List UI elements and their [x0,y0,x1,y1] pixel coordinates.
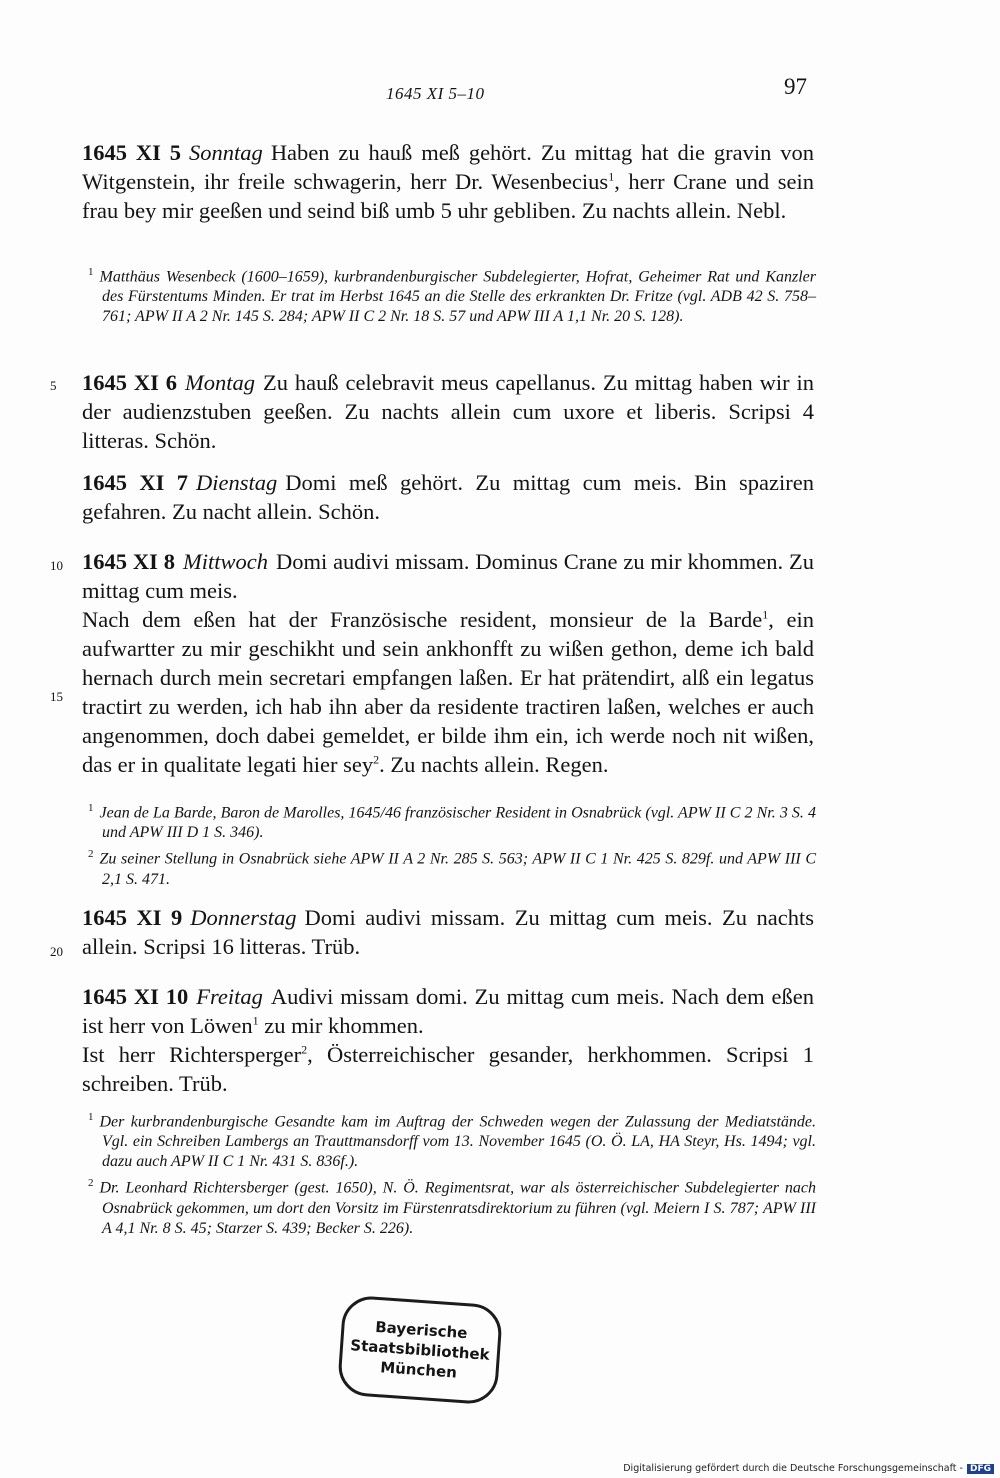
diary-entry-xi-5 [82,138,814,225]
entry-text: Nach dem eßen hat der Französische resident, monsieur de la Barde [82,607,763,632]
entry-weekday: Montag [185,370,255,395]
line-number: 20 [50,944,63,959]
footnote: $^1$ Jean de La Barde, Baron de Marolles, 1645/46 französischer Resident in Osnabrück (vgl. APW II C 2 Nr. 3 S. 4 und APW III D 1 S. 346). [88,802,816,842]
footnote-ref: 1 [608,169,615,184]
entry-text: Haben zu hauß meß gehört. Zu mittag hat die gravin von Witgenstein, ihr freile schwagerin, herr Dr. Wesenbecius [82,140,814,194]
entry-date: 1645 XI 6 [82,370,177,395]
entry-text: . Zu nachts allein. Regen. [379,752,609,777]
entry-date: 1645 XI 8 [82,549,175,574]
entry-text: zu mir khommen. [258,1013,424,1038]
library-stamp [337,1295,504,1406]
entry-text: Domi audivi missam. Zu mittag cum meis. Zu nachts allein. Scripsi 16 litteras. Trüb. [82,905,814,959]
entry-weekday: Donnerstag [190,905,297,930]
footnote-ref: 1 [252,1013,259,1028]
page-number: 97 [784,74,807,99]
entry-text: , herr Crane und sein frau bey mir geeßen und seind biß umb 5 uhr gebliben. Zu nachts allein. Nebl. [82,169,814,223]
footnote: $^2$ Zu seiner Stellung in Osnabrück siehe APW II A 2 Nr. 285 S. 563; APW II C 1 Nr. 425 S. 829f. und APW III C 2,1 S. 471. [88,848,816,888]
line-number: 5 [50,378,57,393]
footer-text: Digitalisierung gefördert durch die Deutsche Forschungsgemeinschaft - [623,1463,963,1474]
line-number: 15 [50,689,63,704]
entry-weekday: Freitag [196,984,263,1009]
diary-entry-xi-10 [82,982,814,1098]
entry-text: Ist herr Richtersperger [82,1042,302,1067]
entry-text: , ein aufwartter zu mir geschikht und sein ankhonfft zu wißen gethon, deme ich bald hernach durch mein secretari empfangen laßen. Er hat prätendirt, alß ein legatus tractirt zu werden, ich hab ihn aber da residente tractiren laßen, welches er auch angenommen, doch dabei gemeldet, er bilde ihm ein, ich werde noch nit wißen, das er in qualitate legati hier sey [82,607,814,777]
stamp-line: Bayerische [374,1317,469,1343]
footnote-ref: 2 [301,1042,308,1057]
entry-date: 1645 XI 9 [82,905,183,930]
diary-entry-xi-8 [82,547,814,779]
entry-date: 1645 XI 5 [82,140,182,165]
footnote: $^1$ Der kurbrandenburgische Gesandte kam im Auftrag der Schweden wegen der Zulassung der Mediatstände. Vgl. ein Schreiben Lambergs an Trauttmansdorff vom 13. November 1645 (O. Ö. LA, HA Steyr, Hs. 1494; vgl. dazu auch APW II C 1 Nr. 431 S. 836f.). [88,1111,816,1171]
footnote: $^1$ Matthäus Wesenbeck (1600–1659), kurbrandenburgischer Subdelegierter, Hofrat, Geheimer Rat und Kanzler des Fürstentums Minden. Er trat im Herbst 1645 an die Stelle des erkrankten Dr. Fritze (vgl. ADB 42 S. 758–761; APW II A 2 Nr. 145 S. 284; APW II C 2 Nr. 18 S. 57 und APW III A 1,1 Nr. 20 S. 128). [88,266,816,326]
dfg-logo: DFG [967,1464,994,1474]
line-number: 10 [50,558,63,573]
stamp-line: Staatsbibliothek [349,1336,491,1364]
footnote-ref: 1 [762,607,769,622]
footnotes-xi-5 [88,262,816,328]
entry-text: Domi meß gehört. Zu mittag cum meis. Bin spaziren gefahren. Zu nacht allein. Schön. [82,470,815,524]
entry-weekday: Dienstag [195,470,278,495]
footnotes-xi-8 [88,798,816,891]
diary-entry-xi-6 [82,368,814,455]
diary-entry-xi-9 [82,903,814,961]
entry-weekday: Sonntag [189,140,263,165]
running-header: 1645 XI 5–10 [386,84,485,103]
footnote-ref: 2 [373,752,380,767]
entry-weekday: Mittwoch [182,549,268,574]
entry-date: 1645 XI 7 [82,470,188,495]
entry-date: 1645 XI 10 [82,984,189,1009]
entry-text: Zu hauß celebravit meus capellanus. Zu mittag haben wir in der audienzstuben geeßen. Zu nachts allein cum uxore et liberis. Scripsi 4 litteras. Schön. [82,370,814,453]
digitization-footer [623,1463,994,1474]
entry-text: Domi audivi missam. Dominus Crane zu mir khommen. Zu mittag cum meis. [82,549,814,603]
footnotes-xi-10 [88,1107,816,1240]
diary-entry-xi-7 [82,468,814,526]
footnote: $^2$ Dr. Leonhard Richtersberger (gest. 1650), N. Ö. Regimentsrat, war als österreichischer Subdelegierter nach Osnabrück gekommen, um dort den Vorsitz im Fürstenratsdirektorium zu führen (vgl. Meiern I S. 787; APW III A 4,1 Nr. 8 S. 45; Starzer S. 439; Becker S. 226). [88,1177,816,1237]
entry-text: Audivi missam domi. Zu mittag cum meis. Nach dem eßen ist herr von Löwen [82,984,814,1038]
stamp-line: München [379,1358,458,1382]
entry-text: , Österreichischer gesander, herkhommen. Scripsi 1 schreiben. Trüb. [82,1042,815,1096]
